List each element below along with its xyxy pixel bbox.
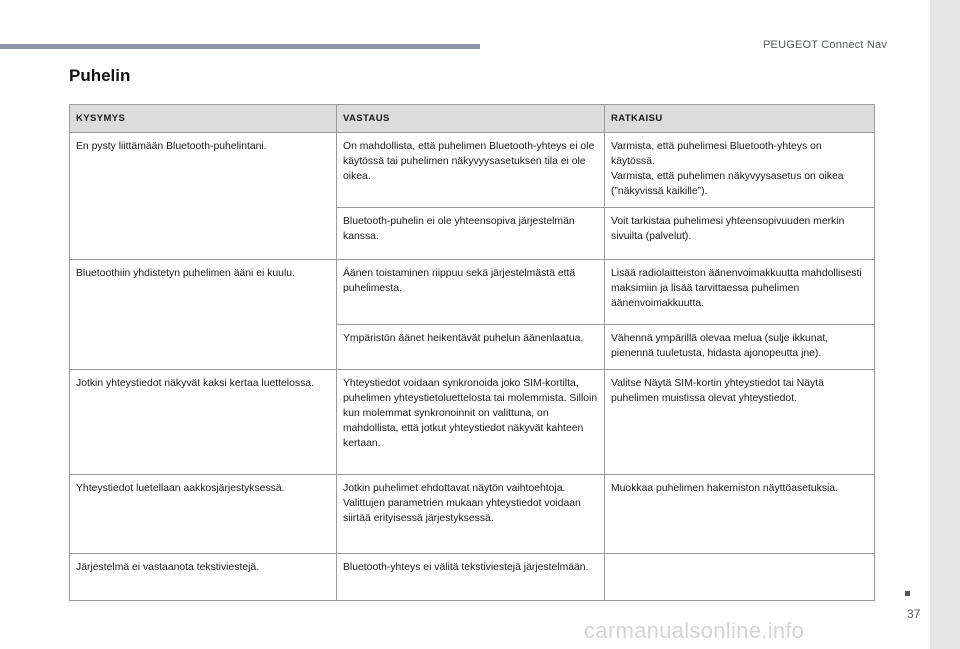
solution-cell: Voit tarkistaa puhelimesi yhteensopivuuden merkin sivuilta (palvelut). bbox=[605, 208, 875, 260]
page-marker bbox=[905, 591, 910, 596]
solution-cell: Muokkaa puhelimen hakemiston näyttöasetuksia. bbox=[605, 475, 875, 554]
page-number: 37 bbox=[907, 607, 921, 621]
question-cell: Bluetoothiin yhdistetyn puhelimen ääni ei kuulu. bbox=[70, 260, 337, 370]
question-cell: Järjestelmä ei vastaanota tekstiviestejä. bbox=[70, 554, 337, 601]
watermark: carmanualsonline.info bbox=[584, 618, 805, 643]
question-cell: Jotkin yhteystiedot näkyvät kaksi kertaa luettelossa. bbox=[70, 370, 337, 475]
header-answer: VASTAUS bbox=[337, 105, 605, 133]
answer-cell: Jotkin puhelimet ehdottavat näytön vaihtoehtoja. Valittujen parametrien mukaan yhteystiedot voidaan siirtää erityisessä järjestyksessä. bbox=[337, 475, 605, 554]
solution-cell bbox=[605, 554, 875, 601]
answer-cell: Yhteystiedot voidaan synkronoida joko SIM-kortilta, puhelimen yhteystietoluettelosta tai molemmista. Silloin kun molemmat synkronoinnit on valittuna, on mahdollista, että jotkut yhteystiedot näkyvät kahteen kertaan. bbox=[337, 370, 605, 475]
table-row bbox=[70, 370, 875, 475]
solution-cell: Lisää radiolaitteiston äänenvoimakkuutta mahdollisesti maksimiin ja lisää tarvittaessa puhelimen äänenvoimakkuutta. bbox=[605, 260, 875, 325]
header-solution: RATKAISU bbox=[605, 105, 875, 133]
solution-cell: Vähennä ympärillä olevaa melua (sulje ikkunat, pienennä tuuletusta, hidasta ajonopeutta jne). bbox=[605, 325, 875, 370]
page-title: Puhelin bbox=[69, 66, 131, 85]
troubleshooting-table bbox=[69, 104, 875, 601]
table-header-row bbox=[70, 105, 875, 133]
header-brand: PEUGEOT Connect Nav bbox=[763, 39, 888, 51]
table-row bbox=[70, 554, 875, 601]
header-question: KYSYMYS bbox=[70, 105, 337, 133]
sidebar-strip bbox=[930, 0, 960, 649]
question-cell: Yhteystiedot luetellaan aakkosjärjestyksessä. bbox=[70, 475, 337, 554]
solution-cell: Valitse Näytä SIM-kortin yhteystiedot tai Näytä puhelimen muistissa olevat yhteystiedot. bbox=[605, 370, 875, 475]
solution-cell: Varmista, että puhelimesi Bluetooth-yhteys on käytössä. Varmista, että puhelimen näkyvyysasetus on oikea (”näkyvissä kaikille”). bbox=[605, 133, 875, 208]
table-row bbox=[70, 260, 875, 325]
answer-cell: Ympäristön äänet heikentävät puhelun äänenlaatua. bbox=[337, 325, 605, 370]
answer-cell: Äänen toistaminen riippuu sekä järjestelmästä että puhelimesta. bbox=[337, 260, 605, 325]
table-row bbox=[70, 133, 875, 208]
table-row bbox=[70, 475, 875, 554]
header-rule bbox=[0, 44, 480, 49]
question-cell: En pysty liittämään Bluetooth-puhelintani. bbox=[70, 133, 337, 260]
answer-cell: On mahdollista, että puhelimen Bluetooth-yhteys ei ole käytössä tai puhelimen näkyvyysasetuksen tila ei ole oikea. bbox=[337, 133, 605, 208]
answer-cell: Bluetooth-yhteys ei välitä tekstiviestejä järjestelmään. bbox=[337, 554, 605, 601]
answer-cell: Bluetooth-puhelin ei ole yhteensopiva järjestelmän kanssa. bbox=[337, 208, 605, 260]
